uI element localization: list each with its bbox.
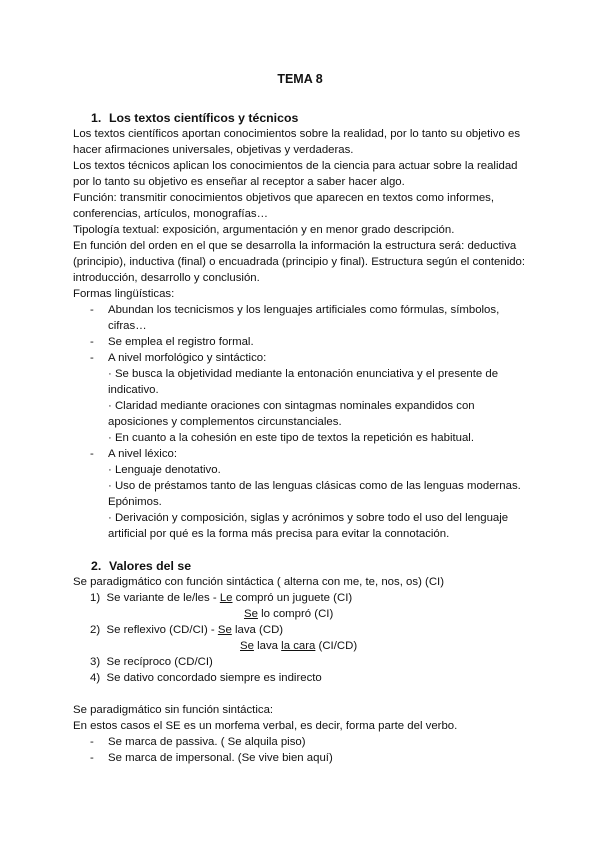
section-1-number: 1. xyxy=(91,111,102,125)
example-line xyxy=(244,606,333,622)
list-item xyxy=(0,350,508,366)
paragraph: Tipología textual: exposición, argumentación y en menor grado descripción. xyxy=(73,224,455,236)
item-text: lo compró (CI) xyxy=(257,608,334,620)
numbered-item-2 xyxy=(90,622,283,638)
section-2-title: Valores del se xyxy=(109,559,192,573)
sub-item: · Uso de préstamos tanto de las lenguas clásicas como de las lenguas modernas. Epónimos. xyxy=(108,480,521,508)
item-text: Se variante de le/les - xyxy=(106,592,220,604)
dash-marker: - xyxy=(90,448,94,460)
dash-marker: - xyxy=(90,752,94,764)
list-item-text: A nivel morfológico y sintáctico: xyxy=(108,352,267,364)
list-item xyxy=(0,302,508,334)
sub-item: · Lenguaje denotativo. xyxy=(108,464,221,476)
paragraph: Función: transmitir conocimientos objetivos que aparecen en textos como informes, conferencias, artículos, monografías… xyxy=(73,192,495,220)
list-item-text: Abundan los tecnicismos y los lenguajes artificiales como fórmulas, símbolos, cifras… xyxy=(108,304,500,332)
section-1-title: Los textos científicos y técnicos xyxy=(109,111,299,125)
dash-marker: - xyxy=(90,352,94,364)
list-item xyxy=(0,446,508,462)
dash-marker: - xyxy=(90,736,94,748)
section-1-body xyxy=(73,126,533,302)
dash-marker: - xyxy=(90,304,94,316)
item-text: Se recíproco (CD/CI) xyxy=(106,656,213,668)
linguistic-forms-list xyxy=(0,302,600,542)
paragraph: Los textos técnicos aplican los conocimientos de la ciencia para actuar sobre la realidad por lo tanto su objetivo es enseñar al receptor a saber hacer algo. xyxy=(73,160,518,188)
paragraph: Se paradigmático sin función sintáctica: xyxy=(73,704,274,716)
numbered-item-3 xyxy=(90,654,213,670)
list-item xyxy=(90,750,333,766)
list-item-text: Se marca de impersonal. (Se vive bien aquí) xyxy=(108,752,333,764)
item-text: (CI/CD) xyxy=(315,640,358,652)
item-text: compró un juguete (CI) xyxy=(232,592,353,604)
underlined-word: la cara xyxy=(281,640,316,652)
section-2-intro: Se paradigmático con función sintáctica ( alterna con me, te, nos, os) (CI) xyxy=(73,576,445,588)
underlined-word: Se xyxy=(217,624,232,636)
item-text: lava xyxy=(253,640,282,652)
section-2-number: 2. xyxy=(91,559,102,573)
paragraph: Los textos científicos aportan conocimientos sobre la realidad, por lo tanto su objetivo es hacer afirmaciones universales, objetivas y verdaderas. xyxy=(73,128,521,156)
numbered-item-4 xyxy=(90,670,322,686)
item-number: 3) xyxy=(90,656,101,668)
underlined-word: Se xyxy=(244,608,258,620)
underlined-word: Se xyxy=(240,640,254,652)
numbered-item-1 xyxy=(90,590,352,606)
underlined-word: Le xyxy=(219,592,233,604)
item-number: 2) xyxy=(90,624,101,636)
sub-item: · Derivación y composición, siglas y acrónimos y sobre todo el uso del lenguaje artificial por qué es la forma más precisa para evitar la connotación. xyxy=(108,512,509,540)
sub-item: · En cuanto a la cohesión en este tipo de textos la repetición es habitual. xyxy=(108,432,475,444)
paragraph: Formas lingüísticas: xyxy=(73,288,175,300)
sub-item: · Se busca la objetividad mediante la entonación enunciativa y el presente de indicativo. xyxy=(108,368,499,396)
item-text: Se dativo concordado siempre es indirecto xyxy=(106,672,322,684)
section-2-heading xyxy=(91,558,191,574)
list-item xyxy=(0,334,508,350)
list-item-text: Se marca de passiva. ( Se alquila piso) xyxy=(108,736,306,748)
document-title: TEMA 8 xyxy=(277,72,323,86)
paragraph: En función del orden en el que se desarrolla la información la estructura será: deductiva (principio), inductiva (final) o encuadrada (principio y final). Estructura según el contenido: introducción, desarrollo y conclusión. xyxy=(73,240,526,284)
list-item xyxy=(90,734,306,750)
list-item-text: A nivel léxico: xyxy=(108,448,178,460)
section-1-heading xyxy=(91,110,298,126)
sub-item: · Claridad mediante oraciones con sintagmas nominales expandidos con aposiciones y complementos circunstanciales. xyxy=(108,400,475,428)
list-item-text: Se emplea el registro formal. xyxy=(108,336,254,348)
example-line xyxy=(240,638,357,654)
item-text: Se reflexivo (CD/CI) - xyxy=(106,624,218,636)
item-number: 4) xyxy=(90,672,101,684)
dash-marker: - xyxy=(90,336,94,348)
item-text: lava (CD) xyxy=(231,624,284,636)
paragraph: En estos casos el SE es un morfema verbal, es decir, forma parte del verbo. xyxy=(73,720,458,732)
item-number: 1) xyxy=(90,592,101,604)
